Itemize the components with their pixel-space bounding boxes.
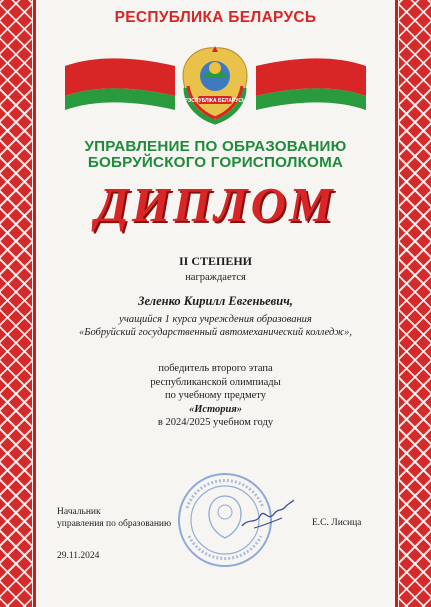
recipient-line-2: «Бобруйский государственный автомеханический колледж», — [79, 327, 352, 338]
subject-name: «История» — [188, 403, 243, 415]
signatory-name: Е.С. Лисица — [312, 518, 362, 528]
achievement-line-5: в 2024/2025 учебном году — [157, 417, 274, 428]
degree-label: II СТЕПЕНИ — [178, 254, 253, 268]
awarded-label: награждается — [185, 272, 246, 283]
signatory-position-line-2: управления по образованию — [57, 519, 172, 529]
document-title: ДИПЛОМ — [95, 177, 336, 232]
issue-date: 29.11.2024 — [57, 551, 100, 561]
recipient-line-1: учащийся 1 курса учреждения образования — [119, 314, 312, 325]
achievement-line-1: победитель второго этапа — [158, 363, 273, 374]
flag-emblem-banner — [60, 44, 371, 129]
achievement-line-3: по учебному предмету — [165, 390, 266, 401]
recipient-name: Зеленко Кирилл Евгеньевич, — [138, 294, 293, 308]
achievement-line-2: республиканской олимпиады — [150, 376, 281, 388]
achievement-block — [0, 362, 431, 430]
country-heading: РЕСПУБЛИКА БЕЛАРУСЬ — [114, 9, 317, 26]
recipient-description — [0, 313, 431, 339]
signature-icon — [238, 496, 298, 536]
signatory-position-line-1: Начальник — [57, 507, 101, 517]
emblem-ribbon-text: РЭСПУБЛІКА БЕЛАРУСЬ — [184, 98, 246, 104]
issuer-line-2: БОБРУЙСКОГО ГОРИСПОЛКОМА — [87, 154, 344, 171]
signatory-position — [57, 506, 171, 530]
issuer-line-1: УПРАВЛЕНИЕ ПО ОБРАЗОВАНИЮ — [84, 138, 347, 155]
state-emblem-icon — [183, 46, 247, 122]
